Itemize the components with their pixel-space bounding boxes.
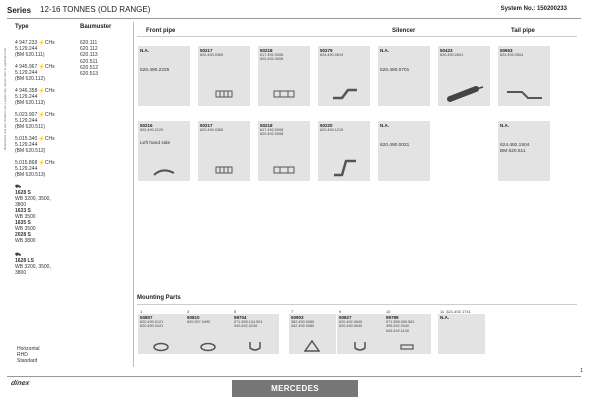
mounting-tile[interactable]: N.A.	[438, 314, 485, 354]
part-tile[interactable]: 50217 620.490.0365	[198, 121, 250, 181]
dinex-logo: dinex	[10, 380, 30, 387]
item-number: 9	[339, 309, 342, 314]
clamp-icon	[199, 342, 217, 352]
pipe-icon	[330, 157, 360, 179]
item-number: 3	[187, 309, 190, 314]
tail-pipe-heading: Tail pipe	[511, 28, 535, 34]
item-number: 1	[140, 309, 143, 314]
truck-icon: ⛟	[15, 252, 22, 258]
clamp-icon	[214, 89, 234, 99]
item-number: 5	[234, 309, 237, 314]
header-rule	[7, 18, 581, 19]
pipe-icon	[152, 167, 176, 179]
u-bolt-icon	[352, 340, 368, 352]
mounting-tile[interactable]: 99704 071.555.104.501 940.492.0240	[232, 314, 279, 354]
clamp-icon	[152, 342, 170, 352]
silencer-icon	[446, 84, 486, 102]
type-entry: 5.023.907 ⚡CHs 5.129.244 (BM 620.511)	[15, 112, 55, 130]
item-number: 7	[291, 309, 294, 314]
pipe-icon	[330, 84, 360, 104]
system-number: System No.: 150200233	[500, 6, 567, 12]
footer-rule	[7, 376, 581, 377]
part-tile[interactable]: 50279 624.490.0619	[318, 46, 370, 106]
baumuster-heading: Baumuster	[80, 24, 112, 30]
page-number: 1	[580, 368, 583, 374]
bolt-icon	[399, 342, 415, 352]
part-tile[interactable]: 50216 620.490.2120 Left hand side	[138, 121, 190, 181]
part-tile[interactable]: N.A. 620.490.0021	[378, 121, 430, 181]
mounting-tile[interactable]: 50810 620.997.0490	[185, 314, 232, 354]
mounting-rule	[137, 304, 577, 305]
section-rule	[137, 36, 577, 37]
brand-bar: MERCEDES	[232, 380, 358, 397]
gasket-icon	[304, 340, 320, 352]
mounting-tile[interactable]: 50903 382.490.0080 442.492.0080	[289, 314, 336, 354]
item-number: 11 621.492.1741	[440, 309, 471, 314]
series-label: Series	[7, 6, 32, 15]
u-bolt-icon	[247, 340, 263, 352]
part-tile[interactable]: N.A. 624.492.1504 BM 620.511	[498, 121, 550, 181]
left-divider	[133, 22, 134, 367]
front-pipe-heading: Front pipe	[146, 28, 176, 34]
footer-notes: Horizontal RHD Standard	[17, 346, 40, 364]
type-entry: 5.015.868 ⚡CHs 5.129.244 (BM 620.513)	[15, 160, 55, 178]
baumuster-list: 620.111 620.112 620.113 620.511 620.512 620.513	[80, 40, 99, 78]
part-tile[interactable]: N.A. 620.490.2225	[138, 46, 190, 106]
mounting-tile[interactable]: 50827 620.492.0640 620.490.0640	[337, 314, 384, 354]
model-group: ⛟ 1628 LS WB 3200, 3500, 3800	[15, 252, 51, 276]
tail-pipe-icon	[504, 84, 546, 104]
type-entry: 4 947.233 ⚡CHs 5.129.244 (BM 620.111)	[15, 40, 55, 58]
type-entry: 4 946.358 ⚡CHs 5.129.244 (BM 620.113)	[15, 88, 55, 106]
part-tile[interactable]: 50218 617.492.0008 620.492.0008	[258, 121, 310, 181]
mounting-tile[interactable]: 50807 620.490.0121 620.490.0441	[138, 314, 185, 354]
mounting-tile[interactable]: 99789 071.555.090.581 395.492.0040 645.492.1140	[384, 314, 431, 354]
type-entry: 4 945.967 ⚡CHs 5.129.244 (BM 620.112)	[15, 64, 55, 82]
part-tile[interactable]: 50218 617.492.0008 620.492.0008	[258, 46, 310, 106]
part-tile[interactable]: 50220 620.490.1219	[318, 121, 370, 181]
part-tile[interactable]: N.A. 620.490.0701	[378, 46, 430, 106]
side-disclaimer: Illustrations and part numbers are a guide only, please refer to application list	[3, 47, 7, 150]
bracket-icon	[272, 88, 296, 100]
part-tile[interactable]: 50423 620.490.0501	[438, 46, 490, 106]
page-title: 12-16 TONNES (OLD RANGE)	[40, 5, 151, 14]
silencer-heading: Silencer	[392, 28, 416, 34]
item-number: 10	[386, 309, 391, 314]
part-tile[interactable]: 50217 620.490.0365	[198, 46, 250, 106]
model-group: ⛟ 1628 S WB 3200, 3500, 3800 1633 S WB 3500 1635 S WB 3500 2028 S WB 3800	[15, 184, 51, 244]
clamp-icon	[214, 165, 234, 175]
part-tile[interactable]: 50653 624.492.0504	[498, 46, 550, 106]
type-heading: Type	[15, 24, 29, 30]
type-entry: 5.015.340 ⚡CHs 5.129.244 (BM 620.512)	[15, 136, 55, 154]
truck-icon: ⛟	[15, 184, 22, 190]
bracket-icon	[272, 164, 296, 176]
mounting-heading: Mounting Parts	[137, 295, 181, 301]
